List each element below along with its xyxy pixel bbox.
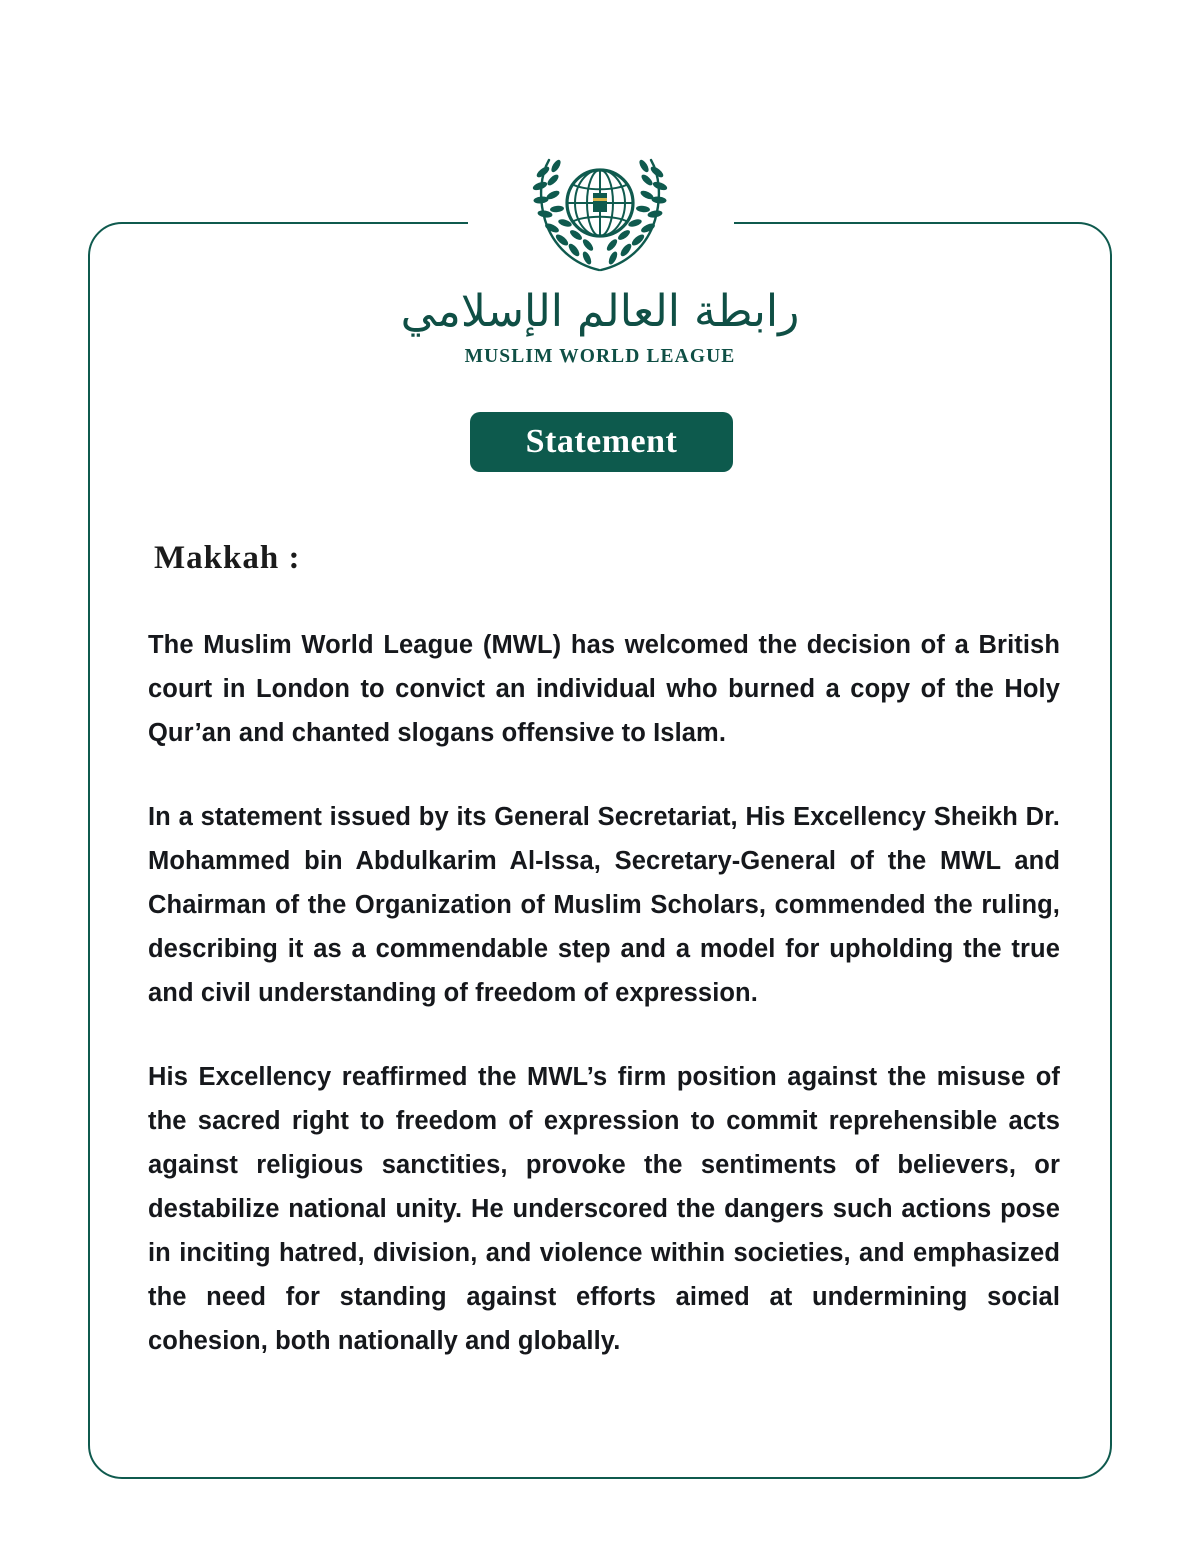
dateline: Makkah : bbox=[154, 540, 301, 576]
paragraph-2: In a statement issued by its General Secretariat, His Excellency Sheikh Dr. Mohammed bin Abdulkarim Al-Issa, Secretary-General of the MWL and Chairman of the Organization of Muslim Scholars, commended the ruling, describing it as a commendable step and a model for upholding the true and civil understanding of freedom of expression. bbox=[148, 803, 1060, 1007]
organization-name-english: MUSLIM WORLD LEAGUE bbox=[464, 346, 736, 368]
muslim-world-league-emblem bbox=[525, 148, 675, 278]
paragraph-1: The Muslim World League (MWL) has welcomed the decision of a British court in London to convict an individual who burned a copy of the Holy Qur’an and chanted slogans offensive to Islam. bbox=[148, 631, 1060, 747]
statement-badge bbox=[470, 412, 733, 472]
statement-body bbox=[148, 540, 1060, 1363]
organization-wordmark bbox=[400, 288, 800, 368]
organization-name-arabic: رابطة العالم الإسلامي bbox=[400, 286, 800, 337]
paragraph-3: His Excellency reaffirmed the MWL’s firm position against the misuse of the sacred right to freedom of expression to commit reprehensible acts against religious sanctities, provoke the sentiments of believers, or destabilize national unity. He underscored the dangers such actions pose in inciting hatred, division, and violence within societies, and emphasized the need for standing against efforts aimed at undermining social cohesion, both nationally and globally. bbox=[148, 1063, 1060, 1355]
statement-badge-label: Statement bbox=[525, 423, 678, 460]
